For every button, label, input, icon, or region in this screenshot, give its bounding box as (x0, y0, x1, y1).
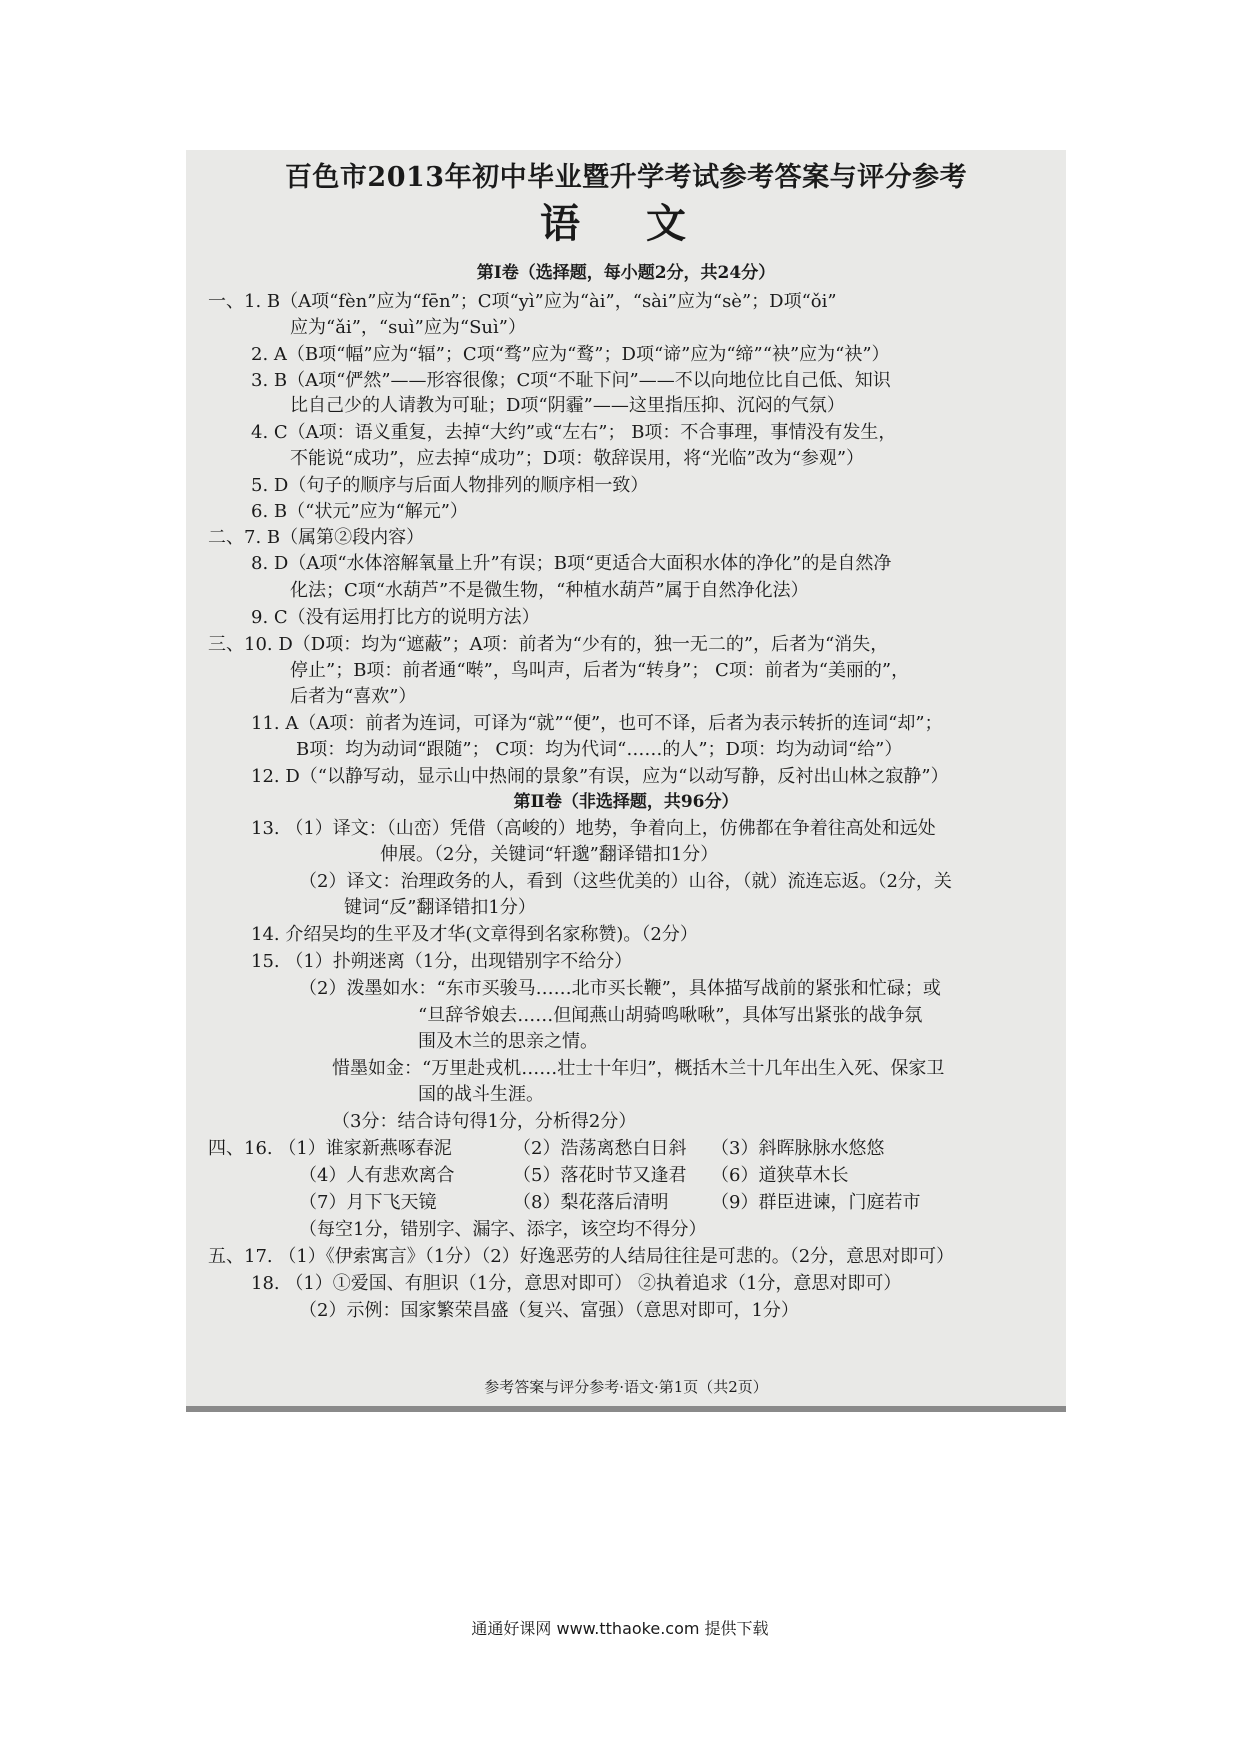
answer-line: 四、16. （1）谁家新燕啄春泥 (208, 1138, 452, 1159)
answer-line: （3）斜晖脉脉水悠悠 (711, 1138, 885, 1159)
answer-line: 4. C（A项：语义重复，去掉“大约”或“左右”； B项：不合事理，事情没有发生， (251, 422, 897, 443)
answer-line: 三、10. D（D项：均为“遮蔽”；A项：前者为“少有的，独一无二的”，后者为“消失， (208, 634, 889, 655)
answer-line: 15. （1）扑朔迷离（1分，出现错别字不给分） (251, 951, 633, 972)
scanned-answer-sheet (186, 150, 1066, 1412)
section-heading: 第Ⅱ卷（非选择题，共96分） (513, 792, 739, 812)
answer-line: 化法；C项“水葫芦”不是微生物，“种植水葫芦”属于自然净化法） (290, 580, 809, 601)
answer-line: 围及木兰的思亲之情。 (418, 1031, 598, 1052)
answer-line: B项：均为动词“跟随”； C项：均为代词“……的人”；D项：均为动词“给”） (296, 739, 903, 760)
answer-line: 18. （1）①爱国、有胆识（1分，意思对即可） ②执着追求（1分，意思对即可） (251, 1273, 902, 1294)
answer-line: “旦辞爷娘去……但闻燕山胡骑鸣啾啾”，具体写出紧张的战争氛 (418, 1005, 923, 1026)
answer-line: 2. A（B项“幅”应为“辐”；C项“骛”应为“鹜”；D项“谛”应为“缔”“袂”应为“袂”） (251, 344, 890, 365)
answer-line: 3. B（A项“俨然”——形容很像；C项“不耻下问”——不以向地位比自己低、知识 (251, 370, 891, 391)
answer-line: 9. C（没有运用打比方的说明方法） (251, 607, 540, 628)
answer-line: （每空1分，错别字、漏字、添字，该空均不得分） (299, 1219, 707, 1240)
answer-line: 12. D（“以静写动，显示山中热闹的景象”有误，应为“以动写静，反衬出山林之寂静”） (251, 766, 949, 787)
answer-line: （6）道狭草木长 (711, 1165, 849, 1186)
answer-line: 伸展。（2分，关键词“轩邈”翻译错扣1分） (380, 844, 719, 865)
answer-line: （2）译文：治理政务的人，看到（这些优美的）山谷，（就）流连忘返。（2分，关 (299, 871, 952, 892)
answer-line: 14. 介绍吴均的生平及才华(文章得到名家称赞)。（2分） (251, 924, 698, 945)
answer-line: 5. D（句子的顺序与后面人物排列的顺序相一致） (251, 475, 649, 496)
answer-line: 国的战斗生涯。 (418, 1084, 544, 1105)
page-footer: 参考答案与评分参考·语文·第1页（共2页） (484, 1378, 768, 1396)
answer-line: 比自己少的人请教为可耻；D项“阴霾”——这里指压抑、沉闷的气氛） (290, 395, 845, 416)
answer-line: 惜墨如金：“万里赴戎机……壮士十年归”，概括木兰十几年出生入死、保家卫 (332, 1058, 945, 1079)
answer-line: （7）月下飞天镜 (299, 1192, 437, 1213)
answer-line: （8）梨花落后清明 (513, 1192, 669, 1213)
answer-line: （2）示例：国家繁荣昌盛（复兴、富强）（意思对即可，1分） (299, 1300, 799, 1321)
answer-line: 后者为“喜欢”） (290, 686, 417, 707)
download-credit: 通通好课网 www.tthaoke.com 提供下载 (471, 1619, 769, 1638)
answer-line: 一、1. B（A项“fèn”应为“fēn”；C项“yì”应为“ài”，“sài”应为“sè”；D项“ǒi” (208, 291, 837, 312)
answer-line: 停止”；B项：前者通“啭”，鸟叫声，后者为“转身”； C项：前者为“美丽的”， (290, 660, 910, 681)
answer-line: 应为“ǎi”，“suì”应为“Suì”） (290, 317, 526, 338)
answer-line: 五、17. （1）《伊索寓言》（1分）（2）好逸恶劳的人结局往往是可悲的。（2分，意思对即可） (208, 1246, 955, 1267)
answer-line: （9）群臣进谏，门庭若市 (711, 1192, 921, 1213)
answer-line: （5）落花时节又逢君 (513, 1165, 687, 1186)
answer-line: （4）人有悲欢离合 (299, 1165, 455, 1186)
answer-line: 8. D（A项“水体溶解氧量上升”有误；B项“更适合大面积水体的净化”的是自然净 (251, 553, 892, 574)
answer-line: 6. B（“状元”应为“解元”） (251, 501, 468, 522)
answer-line: 二、7. B（属第②段内容） (208, 527, 425, 548)
answer-line: （2）泼墨如水：“东市买骏马……北市买长鞭”，具体描写战前的紧张和忙碌；或 (299, 978, 941, 999)
subject-title: 语 文 (540, 200, 712, 247)
answer-line: 键词“反”翻译错扣1分） (344, 897, 536, 918)
answer-line: （2）浩荡离愁白日斜 (513, 1138, 687, 1159)
answer-line: 11. A（A项：前者为连词，可译为“就”“便”，也可不译，后者为表示转折的连词“却”； (251, 713, 943, 734)
document-title: 百色市2013年初中毕业暨升学考试参考答案与评分参考 (284, 162, 968, 193)
answer-line: 不能说“成功”，应去掉“成功”；D项：敬辞误用，将“光临”改为“参观”） (290, 448, 865, 469)
section-heading: 第Ⅰ卷（选择题，每小题2分，共24分） (476, 263, 776, 283)
answer-line: （3分：结合诗句得1分，分析得2分） (332, 1111, 637, 1132)
answer-line: 13. （1）译文：（山峦）凭借（高峻的）地势，争着向上，仿佛都在争着往高处和远处 (251, 818, 936, 839)
